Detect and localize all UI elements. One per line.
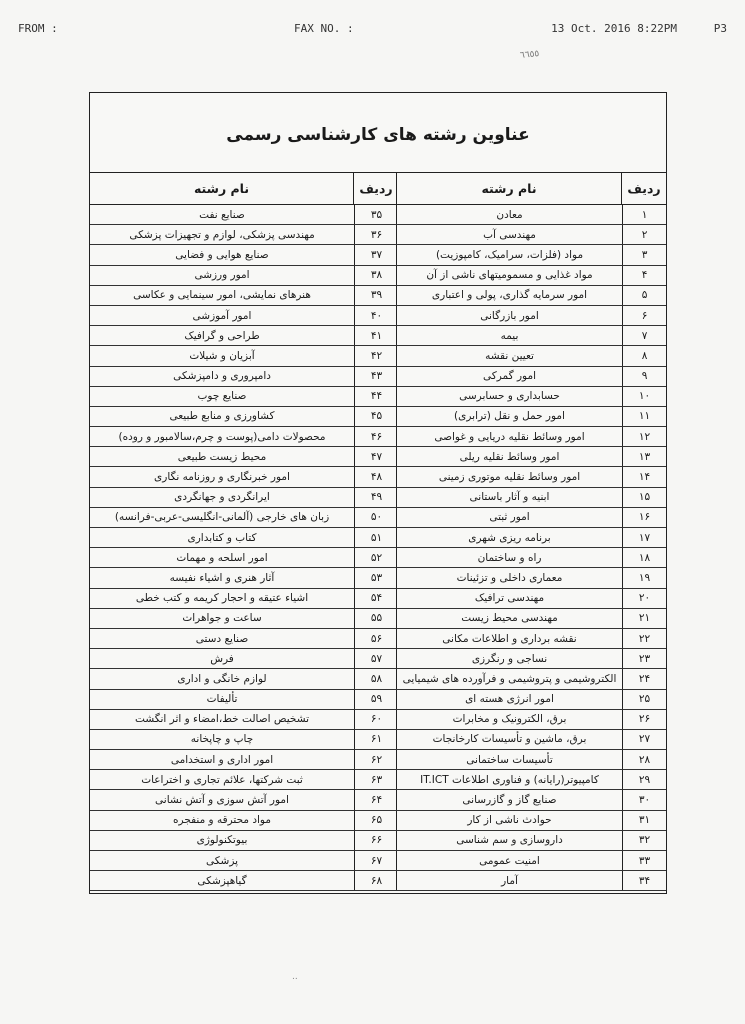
table-row <box>397 205 666 225</box>
table-row <box>397 690 666 710</box>
row-number: ۵ <box>622 286 666 305</box>
field-name: امور آتش سوزی و آتش نشانی <box>155 794 289 807</box>
table-row <box>90 488 398 508</box>
row-number: ٨ <box>622 346 666 365</box>
row-number: ۴٠ <box>354 306 398 325</box>
table-row <box>397 548 666 568</box>
table-row <box>397 245 666 265</box>
row-number: ٢١ <box>622 609 666 628</box>
field-name: صنایع نفت <box>199 208 245 221</box>
field-name: امور گمرکی <box>483 370 536 383</box>
table-body-right <box>397 205 666 891</box>
field-name: اشیاء عتیقه و احجار کریمه و کتب خطی <box>135 592 309 605</box>
row-number: ۴۵ <box>354 407 398 426</box>
field-name: مهندسی ترافیک <box>474 592 545 605</box>
field-name: صنایع هوایی و فضایی <box>175 248 269 261</box>
field-name: امور ورزشی <box>194 269 250 282</box>
table-row <box>397 568 666 588</box>
table-row <box>397 306 666 326</box>
table-row <box>397 831 666 851</box>
table-row <box>397 589 666 609</box>
table-row <box>397 346 666 366</box>
row-number: ۵٨ <box>354 669 398 688</box>
field-name: گیاهپزشکی <box>197 874 247 887</box>
row-number: ٢۵ <box>622 690 666 709</box>
field-name: امور حمل و نقل (ترابری) <box>454 410 565 423</box>
row-number: ۶١ <box>354 730 398 749</box>
table-row <box>397 326 666 346</box>
row-number: ٣٠ <box>622 790 666 809</box>
fax-header <box>18 22 727 40</box>
field-name: امور وسائط نقلیه موتوری زمینی <box>438 471 581 484</box>
header-name: نام رشته <box>193 181 250 196</box>
field-name: تعیین نقشه <box>485 349 534 362</box>
table-row <box>90 730 398 750</box>
table-header <box>90 173 398 205</box>
field-name: ابنیه و آثار باستانی <box>469 491 550 504</box>
row-number: ٣۶ <box>354 225 398 244</box>
table-row <box>90 326 398 346</box>
field-name: صنایع چوب <box>197 390 247 403</box>
table-row <box>397 629 666 649</box>
field-name: امور سرمایه گذاری، پولی و اعتباری <box>431 289 588 302</box>
fax-date: 13 Oct. 2016 8:22PM <box>551 22 677 35</box>
field-name: مهندسی محیط زیست <box>461 612 558 625</box>
field-name: صنایع دستی <box>195 632 249 645</box>
table-row <box>90 770 398 790</box>
table-row <box>397 528 666 548</box>
field-name: نساجی و رنگرزی <box>471 652 548 665</box>
row-number: ۴٢ <box>354 346 398 365</box>
fax-from: FROM : <box>18 22 58 35</box>
field-name: مهندسی آب <box>483 228 536 241</box>
table-row <box>90 205 398 225</box>
table-row <box>397 790 666 810</box>
field-name: امور انرژی هسته ای <box>465 693 554 706</box>
table-row <box>397 407 666 427</box>
row-number: ٣٧ <box>354 245 398 264</box>
table-row <box>397 710 666 730</box>
row-number: ١١ <box>622 407 666 426</box>
table-row <box>397 851 666 871</box>
field-name: محیط زیست طبیعی <box>177 450 267 463</box>
table-row <box>90 831 398 851</box>
row-number: ١٣ <box>622 447 666 466</box>
row-number: ٢٨ <box>622 750 666 769</box>
table-left <box>90 173 398 891</box>
table-row <box>397 367 666 387</box>
table-row <box>90 306 398 326</box>
table-header <box>397 173 666 205</box>
field-name: امور وسائط نقلیه ریلی <box>459 450 560 463</box>
page-title: عناوین رشته های کارشناسی رسمی <box>226 125 530 145</box>
table-row <box>90 750 398 770</box>
row-number: ۵١ <box>354 528 398 547</box>
field-name: الکتروشیمی و پتروشیمی و فرآورده های شیمیایی <box>402 672 617 685</box>
row-number: ۵٧ <box>354 649 398 668</box>
row-number: ١۶ <box>622 508 666 527</box>
field-name: ایرانگردی و جهانگردی <box>174 491 270 504</box>
table-row <box>90 609 398 629</box>
table-row <box>90 568 398 588</box>
table-row <box>90 649 398 669</box>
table-row <box>90 346 398 366</box>
table-row <box>90 629 398 649</box>
table-row <box>90 811 398 831</box>
fax-page: P3 <box>713 22 727 35</box>
field-name: معادن <box>496 208 523 221</box>
field-name: چاپ و چاپخانه <box>190 733 254 746</box>
field-name: ساعت و جواهرات <box>182 612 262 625</box>
table-row <box>397 488 666 508</box>
field-name: امور بازرگانی <box>480 309 539 322</box>
field-name: مهندسی پزشکی، لوازم و تجهیزات پزشکی <box>129 228 315 241</box>
table-row <box>90 669 398 689</box>
field-name: کامپیوتر(رایانه) و فناوری اطلاعات IT.ICT <box>420 773 599 786</box>
row-number: ۵٠ <box>354 508 398 527</box>
row-number: ۶٨ <box>354 871 398 890</box>
row-number: ۶٣ <box>354 770 398 789</box>
row-number: ۵۴ <box>354 589 398 608</box>
field-name: امنیت عمومی <box>479 854 540 867</box>
row-number: ٢٢ <box>622 629 666 648</box>
field-name: امور خبرنگاری و روزنامه نگاری <box>154 471 290 484</box>
table-row <box>90 710 398 730</box>
field-name: نقشه برداری و اطلاعات مکانی <box>442 632 577 645</box>
scan-speck: .. <box>292 972 298 982</box>
field-name: زبان های خارجی (آلمانی-انگلیسی-عربی-فرانسه) <box>114 511 330 524</box>
table-row <box>397 266 666 286</box>
field-name: بیمه <box>500 329 519 342</box>
row-number: ۵۶ <box>354 629 398 648</box>
row-number: ٧ <box>622 326 666 345</box>
document-frame <box>89 92 667 894</box>
field-name: تأسیسات ساختمانی <box>466 753 553 766</box>
row-number: ۶۶ <box>354 831 398 850</box>
row-number: ٣١ <box>622 811 666 830</box>
row-number: ١٢ <box>622 427 666 446</box>
row-number: ۶۴ <box>354 790 398 809</box>
field-name: معماری داخلی و تزئینات <box>456 571 563 584</box>
header-name: نام رشته <box>481 181 537 196</box>
row-number: ١٠ <box>622 387 666 406</box>
field-name: حسابداری و حسابرسی <box>459 390 560 403</box>
row-number: ٢٠ <box>622 589 666 608</box>
field-name: امور اسلحه و مهمات <box>176 551 268 564</box>
table-row <box>397 427 666 447</box>
stamp-mark: ٦٦٥٥ <box>519 49 540 61</box>
table-row <box>397 286 666 306</box>
field-name: مواد غذایی و مسمومیتهای ناشی از آن <box>426 269 593 282</box>
field-name: تألیفات <box>206 693 238 706</box>
field-name: آبزیان و شیلات <box>189 349 255 362</box>
table-row <box>90 225 398 245</box>
header-num: ردیف <box>621 173 666 204</box>
table-row <box>90 387 398 407</box>
table-row <box>90 508 398 528</box>
table-row <box>397 730 666 750</box>
row-number: ۶٠ <box>354 710 398 729</box>
table-row <box>90 447 398 467</box>
table-row <box>90 790 398 810</box>
row-number: ۶٧ <box>354 851 398 870</box>
row-number: ۵٩ <box>354 690 398 709</box>
table-row <box>90 266 398 286</box>
table-row <box>90 589 398 609</box>
table-row <box>397 225 666 245</box>
field-name: برنامه ریزی شهری <box>468 531 551 544</box>
field-name: کشاورزی و منابع طبیعی <box>169 410 275 423</box>
field-name: هنرهای نمایشی، امور سینمایی و عکاسی <box>133 289 311 302</box>
field-name: آثار هنری و اشیاء نفیسه <box>169 571 275 584</box>
row-number: ۵٣ <box>354 568 398 587</box>
table-row <box>397 649 666 669</box>
row-number: ۴٨ <box>354 467 398 486</box>
field-name: دامپروری و دامپزشکی <box>173 370 271 383</box>
row-number: ۴١ <box>354 326 398 345</box>
table-row <box>90 548 398 568</box>
row-number: ٢٣ <box>622 649 666 668</box>
row-number: ٣۵ <box>354 205 398 224</box>
row-number: ۴٣ <box>354 367 398 386</box>
row-number: ١۵ <box>622 488 666 507</box>
table-row <box>90 528 398 548</box>
table-row <box>90 286 398 306</box>
table-row <box>397 467 666 487</box>
field-name: مواد (فلزات، سرامیک، کامپوزیت) <box>435 248 584 261</box>
table-row <box>90 407 398 427</box>
field-name: امور ثبتی <box>489 511 530 524</box>
field-name: داروسازی و سم شناسی <box>456 834 563 847</box>
field-name: امور اداری و استخدامی <box>170 753 274 766</box>
table-row <box>397 669 666 689</box>
table-right <box>396 173 666 891</box>
row-number: ٢٩ <box>622 770 666 789</box>
row-number: ٣٨ <box>354 266 398 285</box>
row-number: ١ <box>622 205 666 224</box>
title-box <box>90 93 666 173</box>
table-row <box>397 770 666 790</box>
field-name: محصولات دامی(پوست و چرم،سالامبور و روده) <box>118 430 326 443</box>
field-name: امور وسائط نقلیه دریایی و غواصی <box>434 430 585 443</box>
row-number: ٢٧ <box>622 730 666 749</box>
field-name: لوازم خانگی و اداری <box>177 672 267 685</box>
table-row <box>90 690 398 710</box>
field-name: تشخیص اصالت خط،امضاء و اثر انگشت <box>135 713 309 726</box>
field-name: آمار <box>501 874 518 887</box>
table-row <box>90 467 398 487</box>
row-number: ٢۴ <box>622 669 666 688</box>
field-name: صنایع گاز و گازرسانی <box>462 794 557 807</box>
row-number: ۵٢ <box>354 548 398 567</box>
field-name: پزشکی <box>205 854 239 867</box>
table-row <box>90 851 398 871</box>
fields-tables <box>90 173 666 898</box>
table-row <box>90 245 398 265</box>
field-name: مواد محترقه و منفجره <box>173 814 271 827</box>
field-name: امور آموزشی <box>192 309 252 322</box>
row-number: ١٧ <box>622 528 666 547</box>
table-row <box>397 508 666 528</box>
table-row <box>397 387 666 407</box>
field-name: کتاب و کتابداری <box>187 531 257 544</box>
table-row <box>90 427 398 447</box>
table-row <box>397 447 666 467</box>
row-number: ۴٩ <box>354 488 398 507</box>
row-number: ۵۵ <box>354 609 398 628</box>
row-number: ٩ <box>622 367 666 386</box>
field-name: بیوتکنولوژی <box>196 834 248 847</box>
field-name: ثبت شرکتها، علائم تجاری و اختراعات <box>141 773 303 786</box>
row-number: ١٩ <box>622 568 666 587</box>
row-number: ۶۵ <box>354 811 398 830</box>
row-number: ٣٩ <box>354 286 398 305</box>
field-name: راه و ساختمان <box>477 551 542 564</box>
row-number: ٢۶ <box>622 710 666 729</box>
row-number: ٣ <box>622 245 666 264</box>
table-row <box>397 609 666 629</box>
field-name: حوادث ناشی از کار <box>467 814 552 827</box>
fax-number-label: FAX NO. : <box>294 22 354 35</box>
table-row <box>397 811 666 831</box>
row-number: ٣٢ <box>622 831 666 850</box>
row-number: ۴ <box>622 266 666 285</box>
field-name: فرش <box>210 652 234 665</box>
table-row <box>90 367 398 387</box>
table-body-left <box>90 205 398 891</box>
table-row <box>90 871 398 891</box>
table-row <box>397 750 666 770</box>
field-name: برق، ماشین و تأسیسات کارخانجات <box>432 733 587 746</box>
table-row <box>397 871 666 891</box>
row-number: ٣٣ <box>622 851 666 870</box>
row-number: ٣۴ <box>622 871 666 890</box>
row-number: ١٨ <box>622 548 666 567</box>
field-name: برق، الکترونیک و مخابرات <box>452 713 567 726</box>
row-number: ۴۶ <box>354 427 398 446</box>
row-number: ۴٧ <box>354 447 398 466</box>
header-num: ردیف <box>353 173 398 204</box>
row-number: ۶٢ <box>354 750 398 769</box>
row-number: ١۴ <box>622 467 666 486</box>
row-number: ۴۴ <box>354 387 398 406</box>
field-name: طراحی و گرافیک <box>184 329 260 342</box>
row-number: ۶ <box>622 306 666 325</box>
row-number: ٢ <box>622 225 666 244</box>
